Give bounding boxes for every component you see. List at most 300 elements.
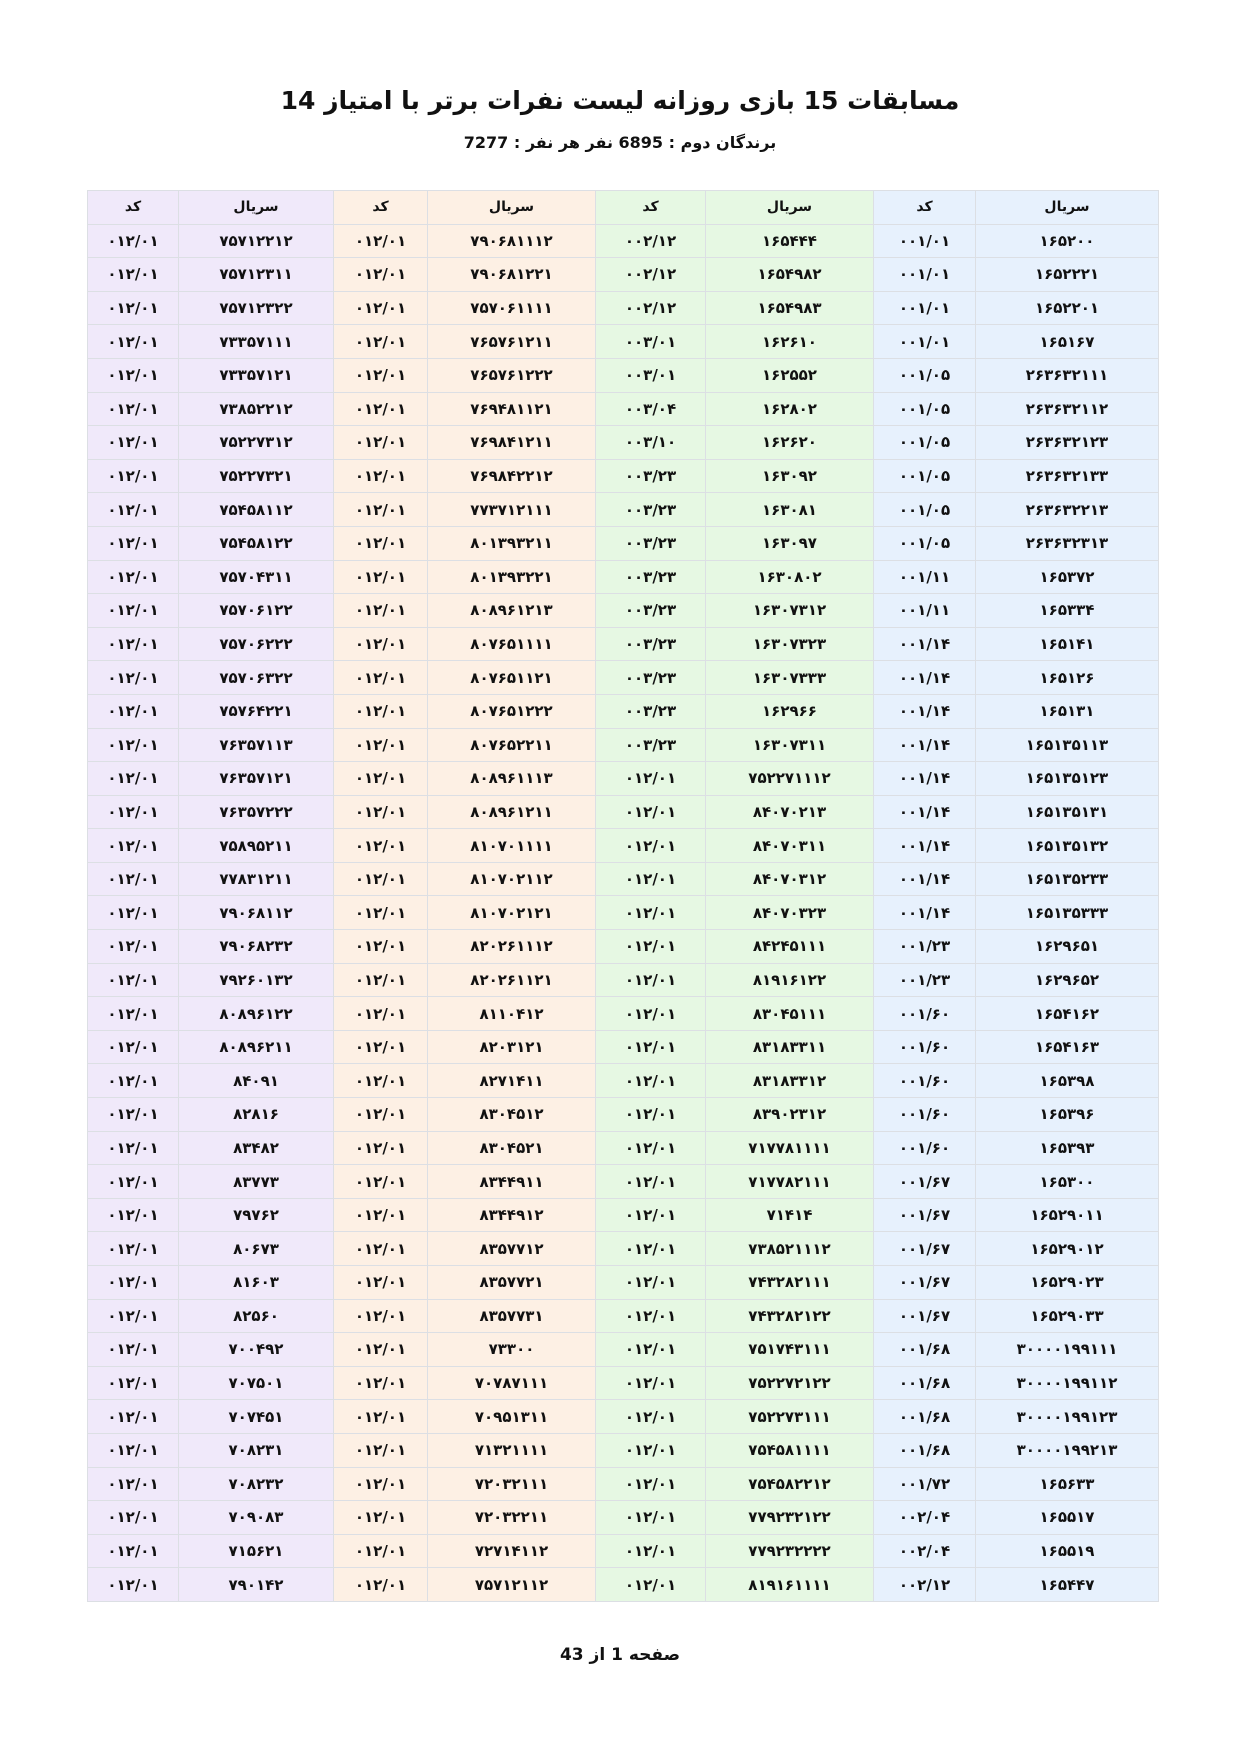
cell-code-2: ۰۰۳/۰۴ [596, 392, 706, 426]
cell-serial-3: ۸۳۴۴۹۱۲ [428, 1198, 596, 1232]
cell-code-1: ۰۰۱/۰۱ [874, 224, 976, 258]
cell-code-2: ۰۱۲/۰۱ [596, 930, 706, 964]
cell-code-4: ۰۱۲/۰۱ [88, 829, 179, 863]
cell-code-1: ۰۰۲/۱۲ [874, 1568, 976, 1602]
cell-code-4: ۰۱۲/۰۱ [88, 694, 179, 728]
table-row [88, 694, 1159, 728]
cell-code-4: ۰۱۲/۰۱ [88, 291, 179, 325]
cell-code-4: ۰۱۲/۰۱ [88, 1165, 179, 1199]
cell-serial-4: ۷۵۷۰۶۳۲۲ [179, 661, 334, 695]
cell-serial-2: ۷۳۸۵۲۱۱۱۲ [706, 1232, 874, 1266]
cell-serial-2: ۸۴۰۷۰۲۱۳ [706, 795, 874, 829]
page-subtitle: برندگان دوم : 6895 نفر هر نفر : 7277 [463, 133, 777, 152]
cell-code-3: ۰۱۲/۰۱ [334, 1098, 428, 1132]
cell-code-3: ۰۱۲/۰۱ [334, 1467, 428, 1501]
table-row [88, 1064, 1159, 1098]
cell-serial-1: ۲۶۳۶۳۲۱۱۱ [976, 358, 1159, 392]
cell-serial-3: ۷۶۵۷۶۱۲۱۱ [428, 325, 596, 359]
table-row [88, 1131, 1159, 1165]
cell-code-4: ۰۱۲/۰۱ [88, 526, 179, 560]
cell-code-1: ۰۰۲/۰۴ [874, 1501, 976, 1535]
table-row [88, 1299, 1159, 1333]
cell-serial-2: ۱۶۳۰۸۰۲ [706, 560, 874, 594]
cell-code-3: ۰۱۲/۰۱ [334, 493, 428, 527]
cell-code-2: ۰۱۲/۰۱ [596, 1232, 706, 1266]
cell-code-1: ۰۰۱/۱۴ [874, 829, 976, 863]
cell-code-4: ۰۱۲/۰۱ [88, 896, 179, 930]
cell-serial-4: ۷۵۷۱۲۲۱۲ [179, 224, 334, 258]
cell-serial-1: ۲۶۳۶۳۲۱۲۳ [976, 426, 1159, 460]
table-row [88, 829, 1159, 863]
cell-serial-4: ۷۵۷۰۶۲۲۲ [179, 627, 334, 661]
cell-serial-1: ۱۶۵۳۹۶ [976, 1098, 1159, 1132]
cell-serial-1: ۱۶۵۳۷۲ [976, 560, 1159, 594]
cell-serial-4: ۷۹۰۶۸۱۱۲ [179, 896, 334, 930]
table-row [88, 526, 1159, 560]
cell-serial-2: ۱۶۵۴۴۴ [706, 224, 874, 258]
cell-serial-3: ۸۲۰۳۱۲۱ [428, 1030, 596, 1064]
cell-code-4: ۰۱۲/۰۱ [88, 392, 179, 426]
cell-serial-2: ۷۵۴۵۸۲۲۱۲ [706, 1467, 874, 1501]
cell-serial-3: ۷۲۰۳۲۲۱۱ [428, 1501, 596, 1535]
cell-code-4: ۰۱۲/۰۱ [88, 1098, 179, 1132]
cell-serial-1: ۱۶۵۵۱۷ [976, 1501, 1159, 1535]
header-serial-2: سریال [706, 191, 874, 225]
cell-serial-4: ۷۶۳۵۷۱۱۳ [179, 728, 334, 762]
cell-code-4: ۰۱۲/۰۱ [88, 661, 179, 695]
cell-serial-2: ۷۱۷۷۸۱۱۱۱ [706, 1131, 874, 1165]
cell-serial-1: ۱۶۵۱۳۱ [976, 694, 1159, 728]
cell-serial-1: ۱۶۵۱۳۵۱۳۲ [976, 829, 1159, 863]
cell-serial-1: ۱۶۵۵۱۹ [976, 1534, 1159, 1568]
cell-serial-4: ۷۱۵۶۲۱ [179, 1534, 334, 1568]
cell-serial-2: ۸۳۹۰۲۳۱۲ [706, 1098, 874, 1132]
cell-serial-1: ۱۶۵۱۳۵۱۱۳ [976, 728, 1159, 762]
cell-code-2: ۰۱۲/۰۱ [596, 1568, 706, 1602]
cell-serial-1: ۱۶۲۹۶۵۲ [976, 963, 1159, 997]
cell-code-1: ۰۰۱/۱۱ [874, 594, 976, 628]
cell-serial-1: ۳۰۰۰۰۱۹۹۱۲۳ [976, 1400, 1159, 1434]
cell-serial-1: ۲۶۳۶۳۲۲۱۳ [976, 493, 1159, 527]
cell-serial-3: ۷۹۰۶۸۱۱۱۲ [428, 224, 596, 258]
cell-code-1: ۰۰۱/۶۰ [874, 1098, 976, 1132]
cell-code-1: ۰۰۱/۱۴ [874, 728, 976, 762]
cell-serial-3: ۸۳۴۴۹۱۱ [428, 1165, 596, 1199]
cell-serial-4: ۷۵۷۰۴۳۱۱ [179, 560, 334, 594]
cell-serial-2: ۱۶۳۰۷۳۱۲ [706, 594, 874, 628]
cell-serial-1: ۱۶۵۳۹۸ [976, 1064, 1159, 1098]
cell-code-1: ۰۰۱/۱۱ [874, 560, 976, 594]
cell-code-3: ۰۱۲/۰۱ [334, 291, 428, 325]
table-row [88, 930, 1159, 964]
table-row [88, 661, 1159, 695]
cell-serial-3: ۸۳۵۷۷۳۱ [428, 1299, 596, 1333]
cell-code-2: ۰۱۲/۰۱ [596, 1366, 706, 1400]
cell-serial-4: ۷۰۷۵۰۱ [179, 1366, 334, 1400]
cell-code-4: ۰۱۲/۰۱ [88, 1299, 179, 1333]
cell-serial-2: ۷۱۷۷۸۲۱۱۱ [706, 1165, 874, 1199]
table-row [88, 728, 1159, 762]
cell-serial-1: ۳۰۰۰۰۱۹۹۱۱۲ [976, 1366, 1159, 1400]
cell-serial-4: ۸۱۶۰۳ [179, 1266, 334, 1300]
table-row [88, 627, 1159, 661]
table-row [88, 325, 1159, 359]
table-row [88, 1400, 1159, 1434]
cell-serial-2: ۷۵۲۲۷۲۱۲۲ [706, 1366, 874, 1400]
cell-code-1: ۰۰۱/۶۰ [874, 997, 976, 1031]
cell-code-4: ۰۱۲/۰۱ [88, 728, 179, 762]
cell-serial-1: ۱۶۵۲۲۲۱ [976, 258, 1159, 292]
cell-serial-1: ۱۶۵۴۱۶۳ [976, 1030, 1159, 1064]
cell-code-3: ۰۱۲/۰۱ [334, 224, 428, 258]
cell-code-4: ۰۱۲/۰۱ [88, 1467, 179, 1501]
cell-code-4: ۰۱۲/۰۱ [88, 1534, 179, 1568]
cell-serial-4: ۸۰۶۷۳ [179, 1232, 334, 1266]
cell-code-1: ۰۰۱/۶۷ [874, 1232, 976, 1266]
cell-serial-3: ۸۳۰۴۵۱۲ [428, 1098, 596, 1132]
cell-code-1: ۰۰۱/۱۴ [874, 694, 976, 728]
cell-code-3: ۰۱۲/۰۱ [334, 560, 428, 594]
cell-serial-4: ۸۴۰۹۱ [179, 1064, 334, 1098]
cell-code-3: ۰۱۲/۰۱ [334, 1232, 428, 1266]
cell-serial-3: ۸۱۰۷۰۲۱۲۱ [428, 896, 596, 930]
cell-serial-4: ۷۳۳۵۷۱۲۱ [179, 358, 334, 392]
table-row [88, 1433, 1159, 1467]
cell-code-4: ۰۱۲/۰۱ [88, 795, 179, 829]
table-row [88, 997, 1159, 1031]
table-row [88, 560, 1159, 594]
cell-code-4: ۰۱۲/۰۱ [88, 1333, 179, 1367]
cell-code-2: ۰۰۲/۱۲ [596, 291, 706, 325]
cell-code-2: ۰۰۳/۲۳ [596, 459, 706, 493]
cell-serial-2: ۷۵۱۷۴۳۱۱۱ [706, 1333, 874, 1367]
cell-code-2: ۰۱۲/۰۱ [596, 762, 706, 796]
cell-code-2: ۰۱۲/۰۱ [596, 1400, 706, 1434]
cell-code-3: ۰۱۲/۰۱ [334, 795, 428, 829]
cell-code-1: ۰۰۱/۶۸ [874, 1333, 976, 1367]
table-row [88, 1333, 1159, 1367]
cell-code-4: ۰۱۲/۰۱ [88, 1131, 179, 1165]
cell-code-2: ۰۰۳/۰۱ [596, 358, 706, 392]
cell-serial-3: ۸۱۰۷۰۱۱۱۱ [428, 829, 596, 863]
cell-serial-4: ۷۶۳۵۷۲۲۲ [179, 795, 334, 829]
cell-code-1: ۰۰۱/۱۴ [874, 795, 976, 829]
cell-code-2: ۰۱۲/۰۱ [596, 795, 706, 829]
cell-serial-4: ۷۵۲۲۷۳۱۲ [179, 426, 334, 460]
cell-code-4: ۰۱۲/۰۱ [88, 930, 179, 964]
cell-code-1: ۰۰۱/۰۵ [874, 426, 976, 460]
cell-serial-4: ۷۵۷۱۲۳۲۲ [179, 291, 334, 325]
cell-code-4: ۰۱۲/۰۱ [88, 1568, 179, 1602]
cell-code-4: ۰۱۲/۰۱ [88, 258, 179, 292]
cell-serial-4: ۸۲۸۱۶ [179, 1098, 334, 1132]
cell-code-2: ۰۰۳/۲۳ [596, 694, 706, 728]
cell-code-1: ۰۰۱/۰۱ [874, 291, 976, 325]
cell-serial-3: ۷۳۳۰۰ [428, 1333, 596, 1367]
cell-serial-1: ۱۶۵۳۳۴ [976, 594, 1159, 628]
cell-code-3: ۰۱۲/۰۱ [334, 1534, 428, 1568]
cell-code-3: ۰۱۲/۰۱ [334, 258, 428, 292]
cell-serial-1: ۱۶۵۶۳۳ [976, 1467, 1159, 1501]
table-row [88, 258, 1159, 292]
cell-serial-1: ۱۶۵۴۱۶۲ [976, 997, 1159, 1031]
cell-serial-1: ۱۶۵۲۹۰۱۱ [976, 1198, 1159, 1232]
page-title: مسابقات 15 بازی روزانه لیست نفرات برتر با امتیاز 14 [280, 86, 960, 115]
cell-code-2: ۰۱۲/۰۱ [596, 829, 706, 863]
cell-serial-3: ۸۰۸۹۶۱۱۱۳ [428, 762, 596, 796]
cell-serial-2: ۱۶۵۴۹۸۳ [706, 291, 874, 325]
cell-serial-2: ۱۶۲۸۰۲ [706, 392, 874, 426]
table-row [88, 1534, 1159, 1568]
cell-serial-3: ۸۰۸۹۶۱۲۱۳ [428, 594, 596, 628]
cell-serial-3: ۷۶۹۸۴۲۲۱۲ [428, 459, 596, 493]
cell-serial-4: ۷۰۸۲۳۲ [179, 1467, 334, 1501]
cell-code-3: ۰۱۲/۰۱ [334, 1064, 428, 1098]
header-serial-3: سریال [428, 191, 596, 225]
cell-code-1: ۰۰۱/۰۵ [874, 526, 976, 560]
cell-serial-2: ۸۴۰۷۰۳۱۱ [706, 829, 874, 863]
cell-code-4: ۰۱۲/۰۱ [88, 1266, 179, 1300]
cell-serial-1: ۱۶۵۱۳۵۲۳۳ [976, 862, 1159, 896]
cell-code-3: ۰۱۲/۰۱ [334, 325, 428, 359]
cell-code-3: ۰۱۲/۰۱ [334, 1568, 428, 1602]
cell-serial-3: ۷۰۹۵۱۳۱۱ [428, 1400, 596, 1434]
cell-code-1: ۰۰۱/۰۱ [874, 258, 976, 292]
cell-code-4: ۰۱۲/۰۱ [88, 493, 179, 527]
cell-serial-1: ۲۶۳۶۳۲۱۳۳ [976, 459, 1159, 493]
cell-serial-2: ۱۶۳۰۷۳۲۳ [706, 627, 874, 661]
table-row [88, 1467, 1159, 1501]
table-row [88, 1198, 1159, 1232]
cell-serial-3: ۸۱۰۷۰۲۱۱۲ [428, 862, 596, 896]
cell-code-3: ۰۱۲/۰۱ [334, 1165, 428, 1199]
cell-code-3: ۰۱۲/۰۱ [334, 862, 428, 896]
cell-serial-4: ۷۰۷۴۵۱ [179, 1400, 334, 1434]
cell-serial-2: ۱۶۳۰۷۳۱۱ [706, 728, 874, 762]
cell-serial-3: ۷۶۹۴۸۱۱۲۱ [428, 392, 596, 426]
cell-serial-2: ۷۵۲۲۷۱۱۱۲ [706, 762, 874, 796]
cell-serial-1: ۱۶۵۱۴۱ [976, 627, 1159, 661]
cell-serial-2: ۷۷۹۲۳۲۱۲۲ [706, 1501, 874, 1535]
cell-serial-2: ۷۷۹۲۳۲۲۲۲ [706, 1534, 874, 1568]
cell-code-2: ۰۰۳/۲۳ [596, 594, 706, 628]
cell-serial-4: ۷۹۰۶۸۲۳۲ [179, 930, 334, 964]
cell-code-3: ۰۱۲/۰۱ [334, 728, 428, 762]
cell-serial-4: ۸۳۷۷۳ [179, 1165, 334, 1199]
cell-code-3: ۰۱۲/۰۱ [334, 1266, 428, 1300]
cell-code-3: ۰۱۲/۰۱ [334, 1030, 428, 1064]
cell-serial-4: ۷۵۴۵۸۱۲۲ [179, 526, 334, 560]
cell-serial-1: ۱۶۲۹۶۵۱ [976, 930, 1159, 964]
cell-serial-1: ۱۶۵۲۲۰۱ [976, 291, 1159, 325]
cell-code-1: ۰۰۱/۱۴ [874, 627, 976, 661]
cell-serial-4: ۷۵۴۵۸۱۱۲ [179, 493, 334, 527]
cell-serial-1: ۱۶۵۳۰۰ [976, 1165, 1159, 1199]
cell-serial-3: ۷۲۷۱۴۱۱۲ [428, 1534, 596, 1568]
cell-code-4: ۰۱۲/۰۱ [88, 1433, 179, 1467]
cell-serial-2: ۷۱۴۱۴ [706, 1198, 874, 1232]
cell-serial-4: ۷۷۸۳۱۲۱۱ [179, 862, 334, 896]
cell-code-1: ۰۰۱/۶۸ [874, 1366, 976, 1400]
cell-code-3: ۰۱۲/۰۱ [334, 526, 428, 560]
cell-code-3: ۰۱۲/۰۱ [334, 896, 428, 930]
cell-code-1: ۰۰۱/۱۴ [874, 862, 976, 896]
cell-serial-3: ۸۰۷۶۵۱۱۲۱ [428, 661, 596, 695]
cell-code-3: ۰۱۲/۰۱ [334, 661, 428, 695]
cell-serial-3: ۷۵۷۰۶۱۱۱۱ [428, 291, 596, 325]
cell-serial-2: ۸۴۲۴۵۱۱۱ [706, 930, 874, 964]
cell-code-2: ۰۰۳/۱۰ [596, 426, 706, 460]
cell-serial-3: ۸۳۰۴۵۲۱ [428, 1131, 596, 1165]
cell-code-3: ۰۱۲/۰۱ [334, 1400, 428, 1434]
cell-serial-3: ۸۰۷۶۵۲۲۱۱ [428, 728, 596, 762]
cell-code-4: ۰۱۲/۰۱ [88, 1400, 179, 1434]
cell-serial-1: ۱۶۵۲۹۰۲۳ [976, 1266, 1159, 1300]
cell-code-2: ۰۱۲/۰۱ [596, 997, 706, 1031]
cell-serial-1: ۱۶۵۳۹۳ [976, 1131, 1159, 1165]
cell-code-4: ۰۱۲/۰۱ [88, 224, 179, 258]
table-row [88, 291, 1159, 325]
cell-code-3: ۰۱۲/۰۱ [334, 1131, 428, 1165]
cell-code-3: ۰۱۲/۰۱ [334, 694, 428, 728]
cell-serial-1: ۱۶۵۱۲۶ [976, 661, 1159, 695]
cell-code-1: ۰۰۱/۷۲ [874, 1467, 976, 1501]
cell-code-2: ۰۱۲/۰۱ [596, 1064, 706, 1098]
cell-serial-3: ۸۰۱۳۹۳۲۱۱ [428, 526, 596, 560]
cell-serial-4: ۷۵۷۱۲۳۱۱ [179, 258, 334, 292]
cell-code-3: ۰۱۲/۰۱ [334, 1333, 428, 1367]
cell-code-1: ۰۰۲/۰۴ [874, 1534, 976, 1568]
cell-code-1: ۰۰۱/۶۷ [874, 1299, 976, 1333]
cell-serial-3: ۸۰۷۶۵۱۲۲۲ [428, 694, 596, 728]
cell-serial-3: ۷۰۷۸۷۱۱۱ [428, 1366, 596, 1400]
cell-code-1: ۰۰۱/۶۸ [874, 1400, 976, 1434]
cell-code-1: ۰۰۱/۰۵ [874, 392, 976, 426]
cell-code-2: ۰۱۲/۰۱ [596, 862, 706, 896]
cell-serial-4: ۸۰۸۹۶۲۱۱ [179, 1030, 334, 1064]
cell-serial-1: ۱۶۵۴۴۷ [976, 1568, 1159, 1602]
cell-code-3: ۰۱۲/۰۱ [334, 594, 428, 628]
cell-code-4: ۰۱۲/۰۱ [88, 1232, 179, 1266]
cell-code-1: ۰۰۱/۲۳ [874, 930, 976, 964]
cell-serial-2: ۸۱۹۱۶۱۲۲ [706, 963, 874, 997]
cell-serial-1: ۱۶۵۱۳۵۳۳۳ [976, 896, 1159, 930]
cell-serial-1: ۱۶۵۱۳۵۱۲۳ [976, 762, 1159, 796]
page-number: صفحه 1 از 43 [559, 1645, 681, 1665]
cell-code-4: ۰۱۲/۰۱ [88, 862, 179, 896]
cell-code-2: ۰۱۲/۰۱ [596, 1198, 706, 1232]
cell-code-4: ۰۱۲/۰۱ [88, 426, 179, 460]
cell-serial-3: ۷۲۰۳۲۱۱۱ [428, 1467, 596, 1501]
cell-code-3: ۰۱۲/۰۱ [334, 1433, 428, 1467]
cell-serial-2: ۱۶۲۶۱۰ [706, 325, 874, 359]
cell-code-2: ۰۰۳/۲۳ [596, 493, 706, 527]
cell-serial-4: ۷۰۰۴۹۲ [179, 1333, 334, 1367]
table-row [88, 1098, 1159, 1132]
cell-serial-2: ۸۳۰۴۵۱۱۱ [706, 997, 874, 1031]
cell-code-2: ۰۰۳/۲۳ [596, 728, 706, 762]
cell-serial-4: ۷۵۷۰۶۱۲۲ [179, 594, 334, 628]
cell-serial-3: ۸۳۵۷۷۱۲ [428, 1232, 596, 1266]
cell-code-2: ۰۱۲/۰۱ [596, 1467, 706, 1501]
cell-serial-2: ۷۴۳۲۸۲۱۱۱ [706, 1266, 874, 1300]
table-row [88, 594, 1159, 628]
cell-code-4: ۰۱۲/۰۱ [88, 1030, 179, 1064]
table-row [88, 426, 1159, 460]
cell-code-2: ۰۰۲/۱۲ [596, 258, 706, 292]
cell-serial-2: ۱۶۵۴۹۸۲ [706, 258, 874, 292]
cell-serial-1: ۳۰۰۰۰۱۹۹۲۱۳ [976, 1433, 1159, 1467]
cell-serial-3: ۷۷۳۷۱۲۱۱۱ [428, 493, 596, 527]
cell-code-3: ۰۱۲/۰۱ [334, 627, 428, 661]
table-row [88, 1366, 1159, 1400]
cell-code-4: ۰۱۲/۰۱ [88, 459, 179, 493]
cell-code-3: ۰۱۲/۰۱ [334, 392, 428, 426]
cell-code-3: ۰۱۲/۰۱ [334, 930, 428, 964]
cell-serial-4: ۸۰۸۹۶۱۲۲ [179, 997, 334, 1031]
cell-code-4: ۰۱۲/۰۱ [88, 594, 179, 628]
cell-serial-2: ۱۶۳۰۹۲ [706, 459, 874, 493]
table-row [88, 459, 1159, 493]
cell-code-2: ۰۱۲/۰۱ [596, 1098, 706, 1132]
cell-code-1: ۰۰۱/۶۷ [874, 1165, 976, 1199]
cell-code-2: ۰۱۲/۰۱ [596, 1030, 706, 1064]
cell-serial-3: ۸۲۰۲۶۱۱۲۱ [428, 963, 596, 997]
cell-code-4: ۰۱۲/۰۱ [88, 963, 179, 997]
cell-serial-3: ۸۰۸۹۶۱۲۱۱ [428, 795, 596, 829]
cell-code-2: ۰۰۳/۲۳ [596, 560, 706, 594]
cell-serial-3: ۷۹۰۶۸۱۲۲۱ [428, 258, 596, 292]
table-row [88, 493, 1159, 527]
cell-code-3: ۰۱۲/۰۱ [334, 459, 428, 493]
cell-code-1: ۰۰۱/۱۴ [874, 661, 976, 695]
cell-serial-2: ۸۴۰۷۰۳۲۳ [706, 896, 874, 930]
cell-code-2: ۰۱۲/۰۱ [596, 1131, 706, 1165]
cell-serial-4: ۷۵۸۹۵۲۱۱ [179, 829, 334, 863]
cell-code-1: ۰۰۱/۰۵ [874, 493, 976, 527]
header-row [88, 191, 1159, 225]
cell-serial-2: ۸۴۰۷۰۳۱۲ [706, 862, 874, 896]
cell-code-1: ۰۰۱/۶۰ [874, 1064, 976, 1098]
cell-code-1: ۰۰۱/۶۷ [874, 1198, 976, 1232]
cell-serial-1: ۱۶۵۱۶۷ [976, 325, 1159, 359]
cell-code-4: ۰۱۲/۰۱ [88, 762, 179, 796]
cell-code-4: ۰۱۲/۰۱ [88, 1198, 179, 1232]
cell-code-2: ۰۰۳/۲۳ [596, 627, 706, 661]
cell-code-4: ۰۱۲/۰۱ [88, 1064, 179, 1098]
cell-serial-4: ۷۹۷۶۲ [179, 1198, 334, 1232]
cell-code-3: ۰۱۲/۰۱ [334, 426, 428, 460]
cell-serial-2: ۱۶۳۰۷۳۳۳ [706, 661, 874, 695]
cell-serial-4: ۷۶۳۵۷۱۲۱ [179, 762, 334, 796]
cell-serial-3: ۸۲۷۱۴۱۱ [428, 1064, 596, 1098]
cell-code-3: ۰۱۲/۰۱ [334, 358, 428, 392]
cell-code-1: ۰۰۱/۱۴ [874, 762, 976, 796]
cell-code-4: ۰۱۲/۰۱ [88, 560, 179, 594]
header-code-2: کد [596, 191, 706, 225]
header-code-1: کد [874, 191, 976, 225]
cell-code-3: ۰۱۲/۰۱ [334, 762, 428, 796]
cell-code-2: ۰۱۲/۰۱ [596, 1165, 706, 1199]
cell-serial-2: ۸۳۱۸۳۳۱۱ [706, 1030, 874, 1064]
cell-serial-2: ۷۵۴۵۸۱۱۱۱ [706, 1433, 874, 1467]
winners-table [87, 190, 1159, 1602]
cell-code-2: ۰۱۲/۰۱ [596, 1333, 706, 1367]
cell-serial-2: ۱۶۲۵۵۲ [706, 358, 874, 392]
cell-code-2: ۰۰۳/۰۱ [596, 325, 706, 359]
cell-serial-3: ۸۳۵۷۷۲۱ [428, 1266, 596, 1300]
cell-code-3: ۰۱۲/۰۱ [334, 1299, 428, 1333]
